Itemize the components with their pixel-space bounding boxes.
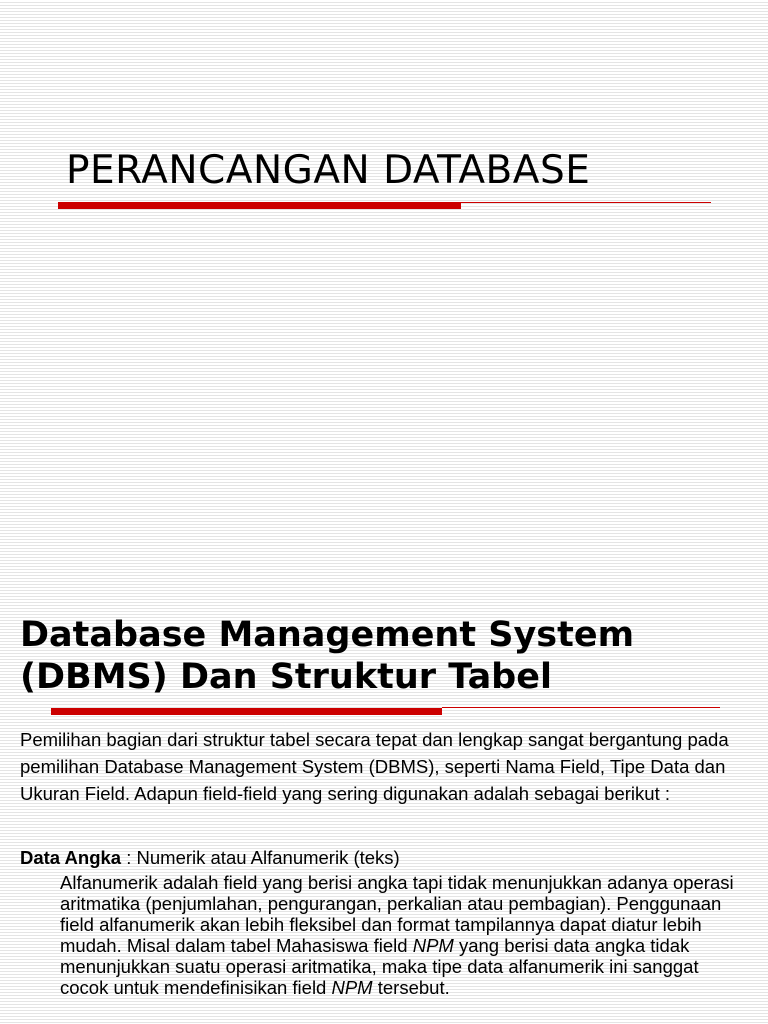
heading-underline-thin — [442, 707, 720, 708]
term-label: Data Angka — [20, 847, 122, 868]
title-underline-thin — [461, 202, 711, 203]
term-definition: : Numerik atau Alfanumerik (teks) — [121, 847, 400, 868]
slide-heading — [20, 614, 634, 698]
desc-part-3: tersebut. — [372, 977, 450, 998]
term-description — [60, 872, 750, 998]
desc-part-2: yang berisi data angka tidak menunjukkan suatu operasi aritmatika, maka tipe data alfanumerik ini sanggat cocok untuk mendefinisikan field — [60, 935, 699, 998]
desc-part-1: Alfanumerik adalah field yang berisi angka tapi tidak menunjukkan adanya operasi aritmatika (penjumlahan, pengurangan, perkalian atau pembagian). Penggunaan field alfanumerik akan lebih fleksibel dan format tampilannya dapat diatur lebih mudah. Misal dalam tabel Mahasiswa field — [60, 872, 734, 956]
title-underline-thick — [58, 202, 461, 209]
desc-emphasis-npm-1: NPM — [412, 935, 454, 956]
heading-underline-thick — [51, 708, 442, 715]
term-line — [20, 846, 400, 870]
heading-line-2: (DBMS) Dan Struktur Tabel — [20, 657, 552, 697]
intro-paragraph: Pemilihan bagian dari struktur tabel secara tepat dan lengkap sangat bergantung pada pemilihan Database Management System (DBMS), seperti Nama Field, Tipe Data dan Ukuran Field. Adapun field-field yang sering digunakan adalah sebagai berikut : — [20, 729, 729, 804]
heading-line-1: Database Management System — [20, 615, 635, 655]
slide-title-heading: PERANCANGAN DATABASE — [66, 148, 591, 193]
desc-emphasis-npm-2: NPM — [331, 977, 373, 998]
slide-dbms — [0, 590, 768, 1024]
